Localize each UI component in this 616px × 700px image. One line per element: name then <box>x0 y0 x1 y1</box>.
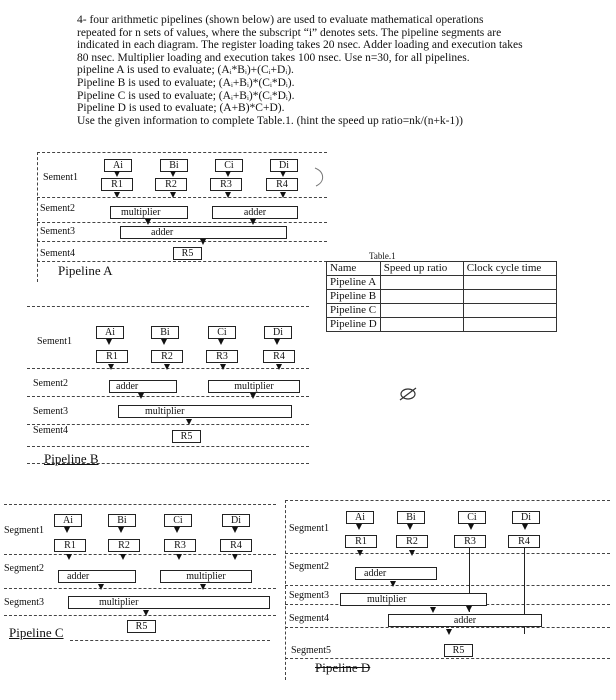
register-r2: R2 <box>151 350 183 363</box>
register-r3: R3 <box>164 539 196 552</box>
register-r4: R4 <box>266 178 298 191</box>
input-bi: Bi <box>108 514 136 527</box>
segment-label: Sement1 <box>37 336 72 347</box>
table-cell: Pipeline D <box>327 318 381 332</box>
question-line: repeated for n sets of values, where the subscript “i” denotes sets. The pipeline segments are <box>77 26 502 39</box>
input-bi: Bi <box>397 511 425 524</box>
question-line: Pipeline B is used to evaluate; (Aᵢ+Bᵢ)*(Cᵢ*Dᵢ). <box>77 76 295 89</box>
pipeline-title: Pipeline D <box>315 660 371 675</box>
question-text <box>77 14 597 127</box>
results-table <box>326 261 557 332</box>
segment-label: Segment4 <box>289 613 329 624</box>
multiplier-unit: multiplier <box>118 405 292 418</box>
question-line: Pipeline D is used to evaluate; (A+B)*C+D). <box>77 102 285 115</box>
segment-label: Segment1 <box>289 523 329 534</box>
question-line: 4- four arithmetic pipelines (shown below) are used to evaluate mathematical operations <box>77 14 484 26</box>
register-r5: R5 <box>444 644 473 657</box>
table-cell: Pipeline A <box>327 276 381 290</box>
pipeline-title: Pipeline C <box>9 625 64 640</box>
table-row <box>327 318 557 332</box>
register-r5: R5 <box>127 620 156 633</box>
adder-unit: adder <box>58 570 136 583</box>
register-r4: R4 <box>263 350 295 363</box>
input-ci: Ci <box>208 326 236 339</box>
table-title: Table.1 <box>369 251 396 261</box>
multiplier-unit: multiplier <box>208 380 300 393</box>
table-cell-empty[interactable] <box>380 276 463 290</box>
table-row <box>327 290 557 304</box>
table-cell: Pipeline C <box>327 304 381 318</box>
segment-label: Sement4 <box>33 425 68 436</box>
register-r1: R1 <box>96 350 128 363</box>
register-r3: R3 <box>454 535 486 548</box>
input-ai: Ai <box>96 326 124 339</box>
pipeline-title: Pipeline A <box>58 263 113 278</box>
register-r4: R4 <box>220 539 252 552</box>
table-cell-empty[interactable] <box>380 304 463 318</box>
segment-label: Segment2 <box>289 561 329 572</box>
adder-unit: adder <box>355 567 437 580</box>
input-di: Di <box>264 326 292 339</box>
segment-label: Segment3 <box>289 590 329 601</box>
register-r2: R2 <box>396 535 428 548</box>
pipeline-title: Pipeline B <box>44 451 99 466</box>
table-header: Speed up ratio <box>380 262 463 276</box>
multiplier-unit: multiplier <box>110 206 188 219</box>
table-cell-empty[interactable] <box>463 276 556 290</box>
table-row <box>327 304 557 318</box>
adder-unit: adder <box>109 380 177 393</box>
question-line: Pipeline C is used to evaluate; (Aᵢ+Bᵢ)*(Cᵢ*Dᵢ). <box>77 89 295 102</box>
multiplier-unit: multiplier <box>68 596 270 609</box>
segment-label: Sement3 <box>33 406 68 417</box>
table-header: Name <box>327 262 381 276</box>
question-line: pipeline A is used to evaluate; (Aᵢ*Bᵢ)+(Cᵢ+Dᵢ). <box>77 64 294 77</box>
input-ai: Ai <box>346 511 374 524</box>
table-cell: Pipeline B <box>327 290 381 304</box>
input-ci: Ci <box>458 511 486 524</box>
table-cell-empty[interactable] <box>380 290 463 304</box>
register-r2: R2 <box>155 178 187 191</box>
table-header-row <box>327 262 557 276</box>
register-r1: R1 <box>345 535 377 548</box>
segment-label: Sement1 <box>43 172 78 183</box>
question-line: 80 nsec. Multiplier loading and execution takes 100 nsec. Use n=30, for all pipelines. <box>77 51 470 64</box>
pen-scribble-icon <box>398 386 420 402</box>
input-bi: Bi <box>160 159 188 172</box>
multiplier-unit: multiplier <box>340 593 487 606</box>
input-di: Di <box>512 511 540 524</box>
input-bi: Bi <box>151 326 179 339</box>
segment-label: Segment5 <box>291 645 331 656</box>
register-r1: R1 <box>101 178 133 191</box>
segment-label: Sement3 <box>40 226 75 237</box>
input-ci: Ci <box>215 159 243 172</box>
table-cell-empty[interactable] <box>380 318 463 332</box>
adder-unit: adder <box>120 226 287 239</box>
register-r2: R2 <box>108 539 140 552</box>
register-r3: R3 <box>206 350 238 363</box>
pen-mark-icon <box>313 166 327 190</box>
question-line: Use the given information to complete Table.1. (hint the speed up ratio=nk/(n+k-1)) <box>77 114 463 127</box>
question-line: indicated in each diagram. The register loading takes 20 nsec. Adder loading and execution takes <box>77 39 523 52</box>
register-r4: R4 <box>508 535 540 548</box>
register-r5: R5 <box>173 247 202 260</box>
register-r1: R1 <box>54 539 86 552</box>
segment-label: Sement2 <box>33 378 68 389</box>
register-r3: R3 <box>210 178 242 191</box>
table-cell-empty[interactable] <box>463 290 556 304</box>
segment-label: Segment1 <box>4 525 44 536</box>
input-di: Di <box>270 159 298 172</box>
input-ai: Ai <box>104 159 132 172</box>
table-cell-empty[interactable] <box>463 304 556 318</box>
segment-label: Segment2 <box>4 563 44 574</box>
segment-label: Segment3 <box>4 597 44 608</box>
segment-label: Sement2 <box>40 203 75 214</box>
adder-unit: adder <box>388 614 542 627</box>
table-cell-empty[interactable] <box>463 318 556 332</box>
input-ci: Ci <box>164 514 192 527</box>
input-di: Di <box>222 514 250 527</box>
adder-unit: adder <box>212 206 298 219</box>
segment-label: Sement4 <box>40 248 75 259</box>
multiplier-unit: multiplier <box>160 570 252 583</box>
table-header: Clock cycle time <box>463 262 556 276</box>
table-row <box>327 276 557 290</box>
input-ai: Ai <box>54 514 82 527</box>
register-r5: R5 <box>172 430 201 443</box>
